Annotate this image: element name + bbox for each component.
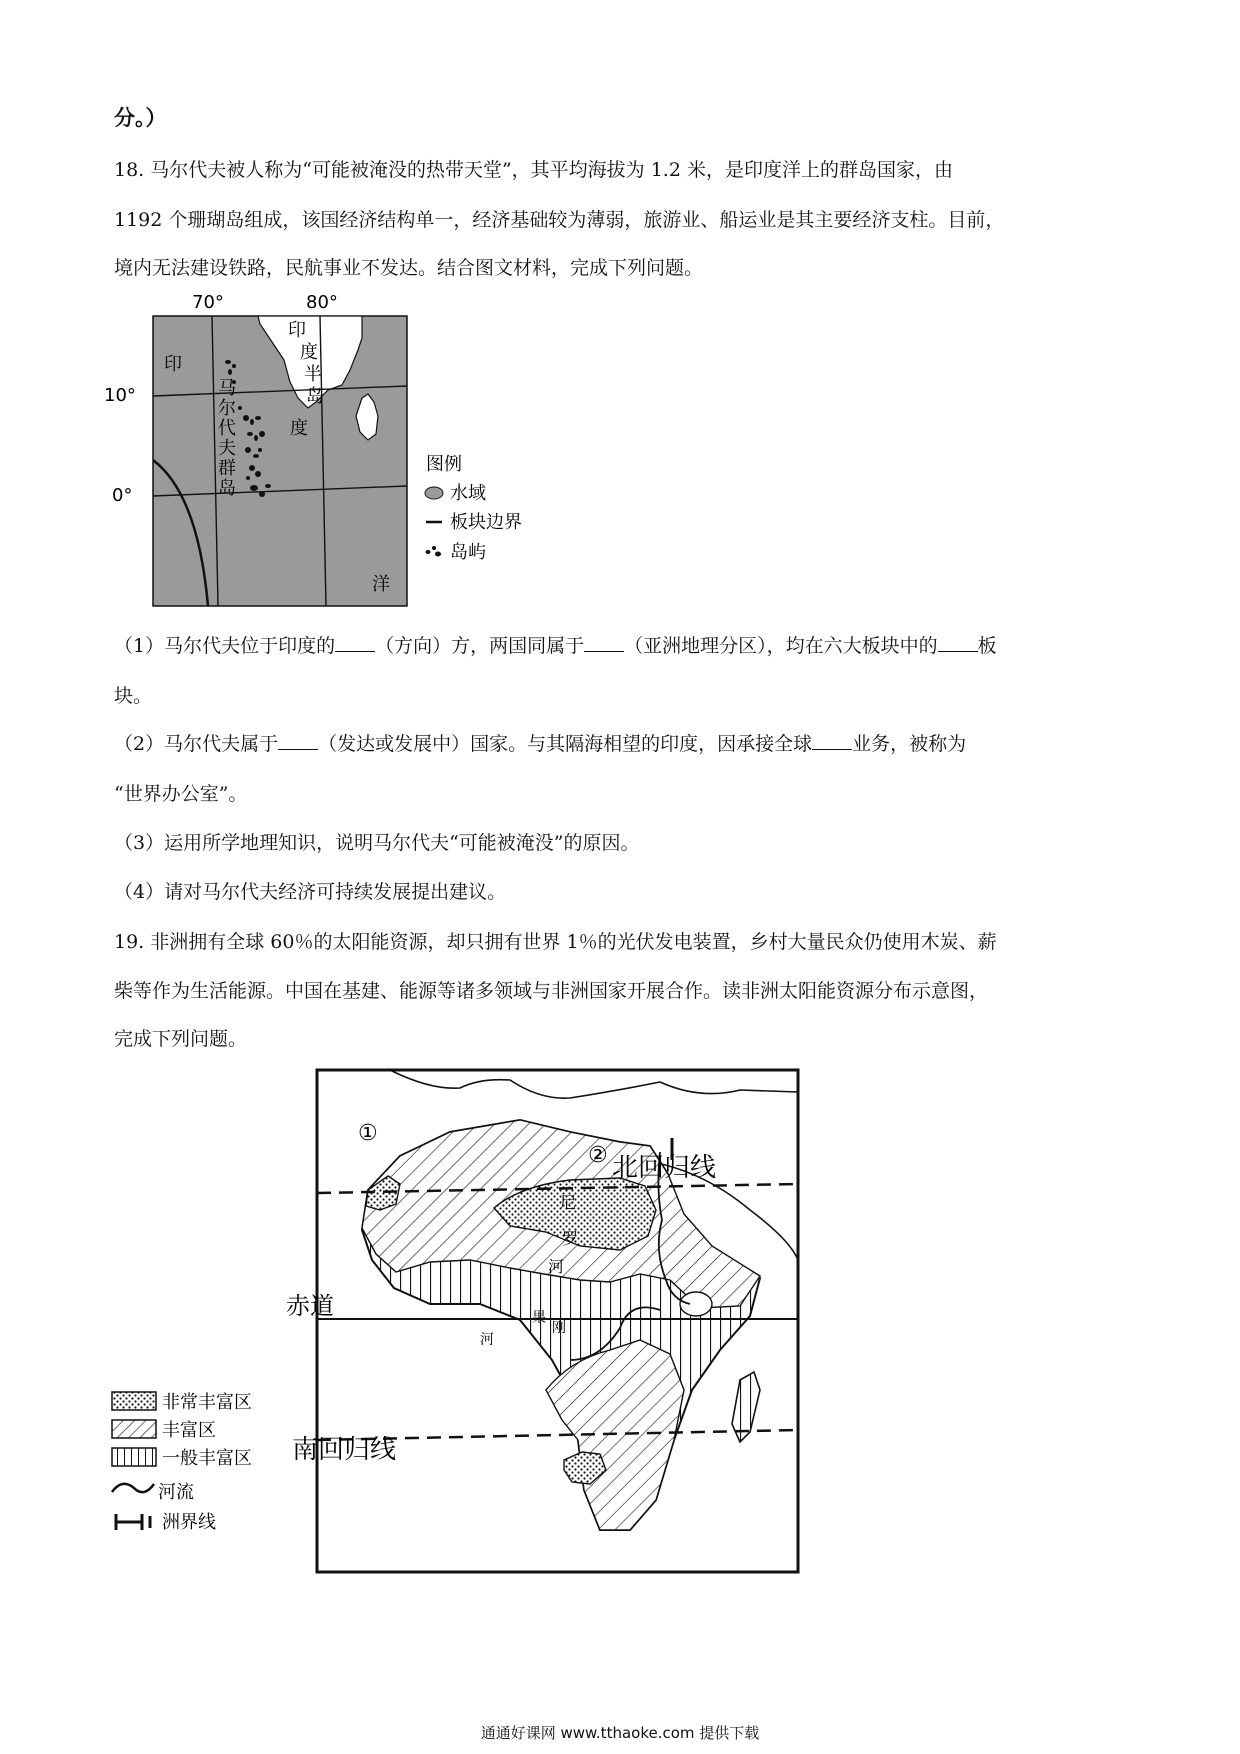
ocean-label-du: 度 bbox=[290, 418, 308, 439]
question-tail-text: 分。） bbox=[114, 105, 167, 130]
tropic-cancer-label: 北回归线 bbox=[612, 1153, 717, 1183]
legend-river-label: 河流 bbox=[158, 1482, 194, 1503]
svg-text:河: 河 bbox=[548, 1257, 565, 1276]
svg-text:板块边界: 板块边界 bbox=[450, 512, 522, 533]
lat-0-label: 0° bbox=[112, 485, 133, 506]
q19-line-1: 19. 非洲拥有全球 60％的太阳能资源，却只拥有世界 1％的光伏发电装置，乡村大量民众仍使用木炭、薪 bbox=[114, 931, 997, 953]
legend-island-symbol bbox=[426, 546, 442, 557]
map-legend bbox=[425, 454, 522, 563]
lat-10-label: 10° bbox=[104, 385, 136, 406]
map-frame bbox=[153, 316, 407, 606]
legend-general-swatch bbox=[112, 1448, 156, 1466]
q19-line-3: 完成下列问题。 bbox=[114, 1028, 248, 1050]
africa-map-legend bbox=[110, 1388, 310, 1548]
maldives-map bbox=[100, 290, 560, 620]
legend-rich-label: 丰富区 bbox=[162, 1420, 216, 1441]
answer-blank-region[interactable] bbox=[584, 634, 624, 652]
svg-text:河: 河 bbox=[480, 1332, 494, 1348]
svg-text:群: 群 bbox=[218, 458, 236, 479]
q18-line-3: 境内无法建设铁路，民航事业不发达。结合图文材料，完成下列问题。 bbox=[114, 257, 704, 279]
svg-text:岛屿: 岛屿 bbox=[450, 542, 486, 563]
legend-general-label: 一般丰富区 bbox=[162, 1448, 252, 1469]
svg-text:尔: 尔 bbox=[218, 398, 236, 419]
q18-sub4: （4）请对马尔代夫经济可持续发展提出建议。 bbox=[114, 881, 507, 903]
svg-text:岛: 岛 bbox=[218, 478, 236, 499]
answer-blank-plate[interactable] bbox=[938, 634, 978, 652]
q18-line-2: 1192 个珊瑚岛组成，该国经济结构单一，经济基础较为薄弱，旅游业、船运业是其主要经济支柱。目前， bbox=[114, 209, 1005, 231]
answer-blank-development[interactable] bbox=[278, 732, 318, 750]
svg-text:刚: 刚 bbox=[552, 1320, 566, 1336]
answer-blank-direction[interactable] bbox=[335, 634, 375, 652]
legend-very-rich-swatch bbox=[112, 1392, 156, 1410]
marker-1: ① bbox=[358, 1121, 378, 1146]
svg-text:夫: 夫 bbox=[218, 438, 236, 459]
q18-sub2-cont: “世界办公室”。 bbox=[114, 783, 248, 805]
svg-text:半: 半 bbox=[304, 364, 322, 385]
equator-label: 赤道 bbox=[286, 1292, 334, 1320]
marker-2: ② bbox=[588, 1143, 608, 1168]
legend-boundary-label: 洲界线 bbox=[162, 1512, 216, 1533]
svg-text:马: 马 bbox=[218, 378, 236, 399]
svg-text:代: 代 bbox=[218, 418, 236, 439]
legend-water-symbol bbox=[425, 487, 443, 499]
svg-text:图例: 图例 bbox=[426, 454, 462, 475]
legend-river-symbol bbox=[112, 1484, 154, 1492]
svg-text:尼: 尼 bbox=[560, 1193, 577, 1212]
svg-text:度: 度 bbox=[300, 342, 318, 363]
q18-sub1: （1）马尔代夫位于印度的 （方向）方，两国同属于 （亚洲地理分区），均在六大板块中的 板 bbox=[114, 635, 997, 657]
q18-line-1: 18. 马尔代夫被人称为“可能被淹没的热带天堂”，其平均海拔为 1.2 米，是印度洋上的群岛国家，由 bbox=[114, 159, 953, 181]
svg-text:果: 果 bbox=[532, 1310, 546, 1326]
legend-rich-swatch bbox=[112, 1420, 156, 1438]
legend-very-rich-label: 非常丰富区 bbox=[162, 1392, 252, 1413]
maldives-label bbox=[218, 378, 236, 499]
lon-70-label: 70° bbox=[192, 292, 224, 313]
q18-sub3: （3）运用所学地理知识，说明马尔代夫“可能被淹没”的原因。 bbox=[114, 832, 640, 854]
page-footer: 通通好课网 www.tthaoke.com 提供下载 bbox=[480, 1724, 760, 1742]
svg-text:水域: 水域 bbox=[450, 483, 486, 504]
ocean-label-yin: 印 bbox=[164, 354, 182, 375]
svg-text:罗: 罗 bbox=[562, 1229, 579, 1248]
q18-sub1-cont: 块。 bbox=[114, 685, 153, 707]
q19-line-2: 柴等作为生活能源。中国在基建、能源等诸多领域与非洲国家开展合作。读非洲太阳能资源分布示意图， bbox=[114, 980, 989, 1002]
answer-blank-business[interactable] bbox=[812, 732, 852, 750]
svg-text:岛: 岛 bbox=[306, 386, 324, 407]
tropic-capricorn-label: 南回归线 bbox=[292, 1435, 397, 1465]
q18-sub2: （2）马尔代夫属于 （发达或发展中）国家。与其隔海相望的印度，因承接全球 业务，被称为 bbox=[114, 733, 967, 755]
ocean-label-yang: 洋 bbox=[372, 574, 390, 595]
lon-80-label: 80° bbox=[306, 292, 338, 313]
svg-text:印: 印 bbox=[288, 320, 306, 341]
legend-boundary-symbol bbox=[116, 1514, 150, 1530]
lake-victoria bbox=[680, 1292, 712, 1316]
